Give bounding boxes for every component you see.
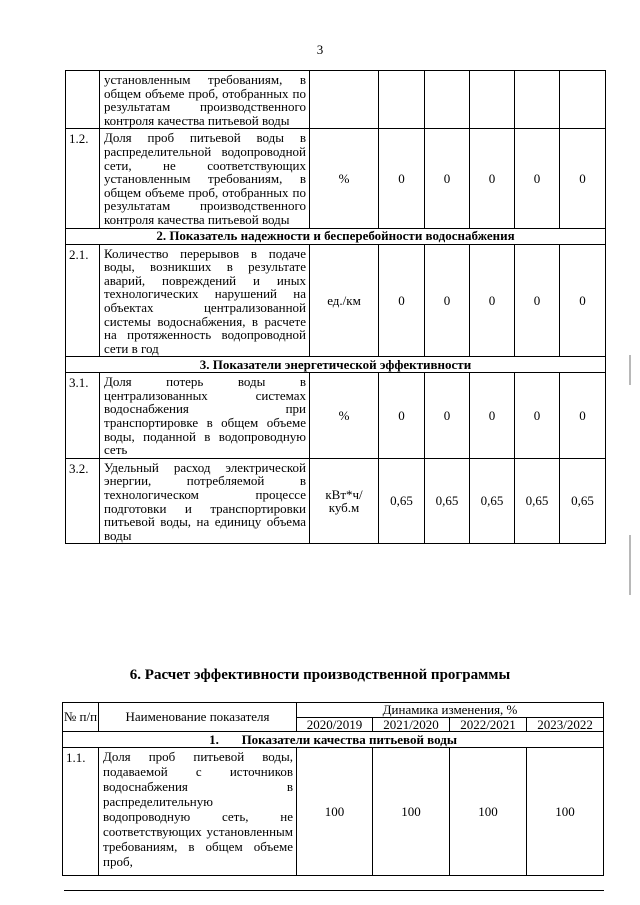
page-number: 3 — [316, 42, 324, 57]
section-title: 2. Показатель надежности и бесперебойности водоснабжения — [66, 228, 606, 244]
row-number — [66, 71, 100, 129]
table-row — [66, 129, 606, 228]
efficiency-header-row — [63, 703, 604, 718]
unit-cell: кВт*ч/ куб.м — [310, 458, 379, 544]
section-title-text: Показатели качества питьевой воды — [241, 731, 457, 747]
value-cell: 0 — [425, 244, 470, 357]
col-header-year: 2022/2021 — [450, 717, 527, 732]
value-cell: 0 — [379, 244, 425, 357]
value-cell — [515, 71, 560, 129]
scan-edge-mark — [629, 535, 631, 595]
value-cell: 0 — [379, 129, 425, 228]
page-bottom-rule — [64, 890, 604, 891]
unit-cell: % — [310, 373, 379, 459]
table-row — [66, 458, 606, 544]
table-row — [66, 373, 606, 459]
indicator-name: Удельный расход электрической энергии, потребляемой в технологическом процессе подготовки и транспортировки питьевой воды, на единицу объема воды — [100, 458, 310, 544]
value-cell: 0 — [425, 373, 470, 459]
row-number: 3.2. — [66, 458, 100, 544]
value-cell — [425, 71, 470, 129]
value-cell: 0,65 — [515, 458, 560, 544]
indicator-name: Доля проб питьевой воды, подаваемой с источников водоснабжения в распределительную водопроводную сеть, не соответствующих установленным требованиям, в общем объеме проб, — [99, 748, 297, 876]
col-header-number: № п/п — [63, 703, 99, 732]
value-cell: 100 — [450, 748, 527, 876]
value-cell: 100 — [297, 748, 373, 876]
col-header-dynamics: Динамика изменения, % — [297, 703, 604, 718]
indicators-table — [65, 70, 606, 544]
section-row — [66, 228, 606, 244]
col-header-year: 2020/2019 — [297, 717, 373, 732]
table-row — [66, 244, 606, 357]
value-cell: 0 — [560, 129, 606, 228]
value-cell: 0 — [515, 373, 560, 459]
efficiency-section-row — [63, 732, 604, 748]
table-row — [63, 748, 604, 876]
value-cell: 100 — [373, 748, 450, 876]
row-number: 1.2. — [66, 129, 100, 228]
unit-cell: ед./км — [310, 244, 379, 357]
row-number: 1.1. — [63, 748, 99, 876]
value-cell: 0 — [560, 373, 606, 459]
scan-edge-mark — [629, 355, 631, 385]
value-cell: 0 — [515, 129, 560, 228]
value-cell — [470, 71, 515, 129]
value-cell: 0,65 — [560, 458, 606, 544]
section-6-heading: 6. Расчет эффективности производственной программы — [129, 667, 511, 683]
value-cell — [379, 71, 425, 129]
value-cell — [560, 71, 606, 129]
indicator-name: установленным требованиям, в общем объеме проб, отобранных по результатам производственного контроля качества питьевой воды — [100, 71, 310, 129]
unit-cell: % — [310, 129, 379, 228]
col-header-year: 2021/2020 — [373, 717, 450, 732]
value-cell: 0 — [560, 244, 606, 357]
section-title — [63, 732, 604, 748]
value-cell: 0 — [470, 129, 515, 228]
value-cell: 0,65 — [470, 458, 515, 544]
value-cell: 0 — [425, 129, 470, 228]
section-row — [66, 357, 606, 373]
value-cell: 0,65 — [379, 458, 425, 544]
row-number: 3.1. — [66, 373, 100, 459]
indicator-name: Доля потерь воды в централизованных системах водоснабжения при транспортировке в общем объеме воды, поданной в водопроводную сеть — [100, 373, 310, 459]
row-number: 2.1. — [66, 244, 100, 357]
indicators-table-body — [66, 71, 606, 544]
col-header-year: 2023/2022 — [527, 717, 604, 732]
value-cell: 100 — [527, 748, 604, 876]
value-cell: 0 — [379, 373, 425, 459]
indicator-name: Количество перерывов в подаче воды, возникших в результате аварий, повреждений и иных технологических нарушений на объектах централизованной системы водоснабжения, в расчете на протяженность водопроводной сети в год — [100, 244, 310, 357]
section-title: 3. Показатели энергетической эффективности — [66, 357, 606, 373]
efficiency-table — [62, 702, 604, 876]
col-header-indicator: Наименование показателя — [99, 703, 297, 732]
value-cell: 0 — [470, 373, 515, 459]
section-number: 1. — [209, 731, 219, 747]
unit-cell — [310, 71, 379, 129]
value-cell: 0 — [515, 244, 560, 357]
indicator-name: Доля проб питьевой воды в распределительной водопроводной сети, не соответствующих установленным требованиям, в общем объеме проб, отобранных по результатам производственного контроля качества питьевой воды — [100, 129, 310, 228]
value-cell: 0,65 — [425, 458, 470, 544]
table-row — [66, 71, 606, 129]
value-cell: 0 — [470, 244, 515, 357]
